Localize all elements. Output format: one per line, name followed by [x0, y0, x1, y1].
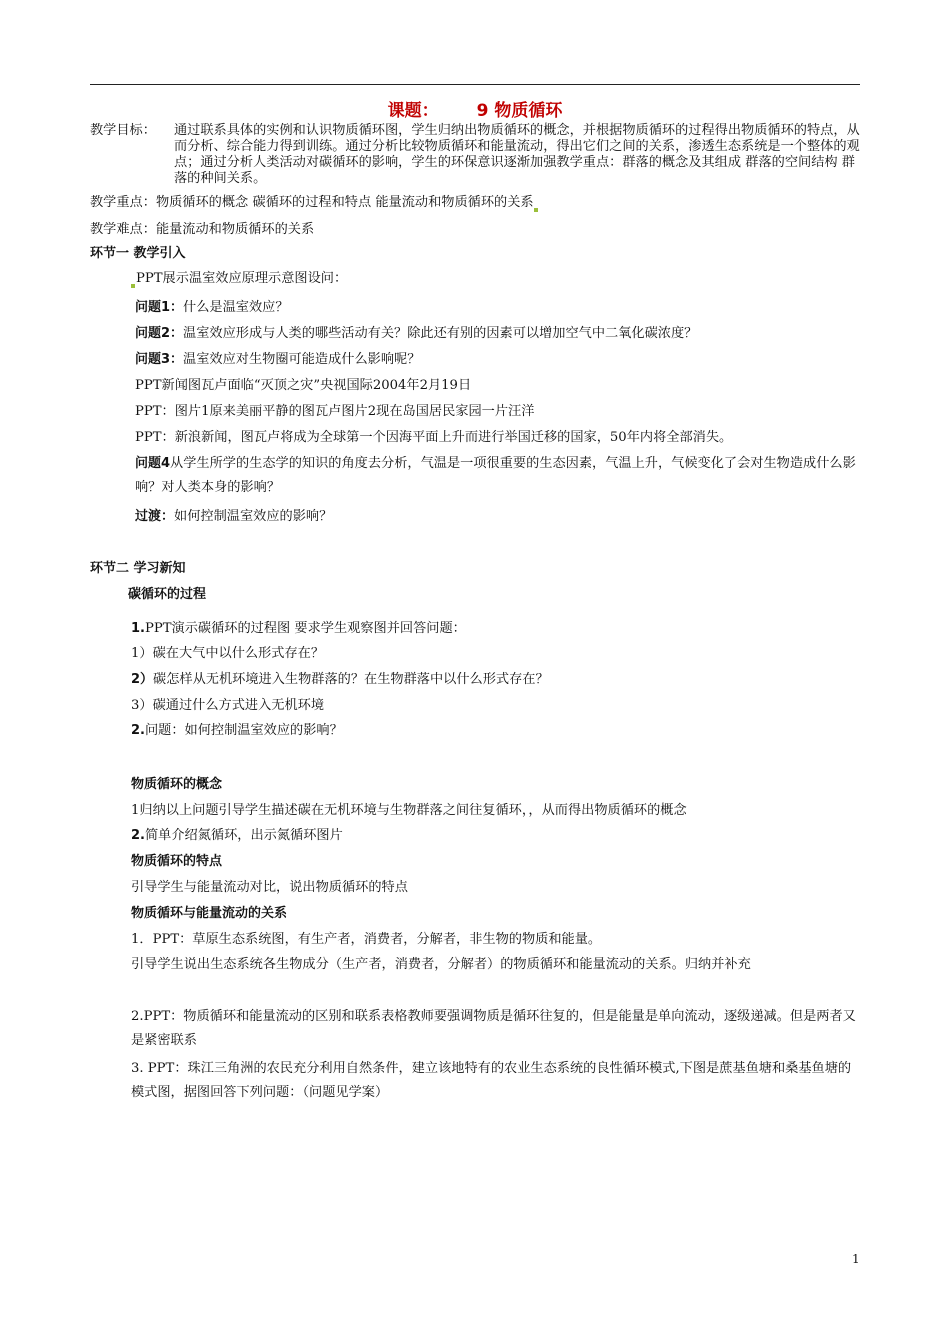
section2-heading: 环节二 学习新知: [90, 561, 186, 576]
feature-heading: 物质循环的特点: [131, 854, 223, 869]
news-1: PPT新闻图瓦卢面临“灭顶之灾”央视国际2004年2月19日: [135, 378, 472, 393]
question-3: 问题3：温室效应对生物圈可能造成什么影响呢？: [135, 352, 421, 367]
news-3: PPT：新浪新闻，图瓦卢将成为全球第一个因海平面上升而进行举国迁移的国家，50年内将全部消失。: [135, 430, 733, 445]
transition: 过渡：如何控制温室效应的影响？: [135, 509, 333, 524]
carbon-item-1b: 2）碳怎样从无机环境进入生物群落的？在生物群落中以什么形式存在？: [131, 672, 549, 687]
question-2: 问题2：温室效应形成与人类的哪些活动有关？除此还有别的因素可以增加空气中二氧化碳浓度？: [135, 326, 698, 341]
difficulty: 教学难点：能量流动和物质循环的关系: [90, 222, 315, 237]
relation-item-2: 2.PPT：物质循环和能量流动的区别和联系表格教师要强调物质是循环往复的，但是能量是单向流动，逐级递减。但是两者又是紧密联系: [131, 1009, 856, 1048]
carbon-cycle-heading: 碳循环的过程: [128, 587, 207, 602]
concept-item-2: 2.简单介绍氮循环，出示氮循环图片: [131, 828, 343, 843]
news-2: PPT：图片1原来美丽平静的图瓦卢图片2现在岛国居民家园一片汪洋: [135, 404, 535, 419]
header-rule: [90, 84, 860, 85]
concept-item-1: 1归纳以上问题引导学生描述碳在无机环境与生物群落之间往复循环，，从而得出物质循环的概念: [131, 803, 687, 818]
carbon-item-1a: 1）碳在大气中以什么形式存在？: [131, 646, 325, 661]
feature-text: 引导学生与能量流动对比，说出物质循环的特点: [131, 880, 408, 895]
page-number: 1: [852, 1252, 860, 1266]
carbon-item-1: 1.PPT演示碳循环的过程图 要求学生观察图并回答问题：: [131, 621, 466, 636]
edit-mark-icon: [131, 284, 135, 288]
relation-item-3: 3. PPT：珠江三角洲的农民充分利用自然条件，建立该地特有的农业生态系统的良性循环模式,下图是蔗基鱼塘和桑基鱼塘的模式图，据图回答下列问题：（问题见学案）: [131, 1061, 852, 1100]
question-4: 问题4从学生所学的生态学的知识的角度去分析，气温是一项很重要的生态因素，气温上升，气候变化了会对生物造成什么影响？对人类本身的影响？: [135, 456, 856, 495]
edit-mark-icon: [534, 208, 538, 212]
section1-heading: 环节一 教学引入: [90, 246, 186, 261]
relation-heading: 物质循环与能量流动的关系: [131, 906, 288, 921]
relation-item-1: 1．PPT：草原生态系统图，有生产者，消费者，分解者，非生物的物质和能量。: [131, 932, 602, 947]
section1-intro: PPT展示温室效应原理示意图设问：: [131, 270, 347, 288]
objectives-label: 教学目标：: [90, 123, 156, 138]
key-points: 教学重点：物质循环的概念 碳循环的过程和特点 能量流动和物质循环的关系: [90, 194, 539, 212]
page-title: 课题： 9 物质循环: [387, 101, 563, 121]
concept-heading: 物质循环的概念: [131, 777, 223, 792]
relation-item-1b: 引导学生说出生态系统各生物成分（生产者，消费者，分解者）的物质循环和能量流动的关系。归纳并补充: [131, 957, 751, 972]
carbon-item-2: 2.问题：如何控制温室效应的影响？: [131, 723, 343, 738]
objectives-text: 通过联系具体的实例和认识物质循环图，学生归纳出物质循环的概念，并根据物质循环的过程得出物质循环的特点，从而分析、综合能力得到训练。通过分析比较物质循环和能量流动，得出它们之间的关系，渗透生态系统是一个整体的观点；通过分析人类活动对碳循环的影响，学生的环保意识逐渐加强教学重点：群落的概念及其组成 群落的空间结构 群落的种间关系。: [174, 123, 860, 186]
carbon-item-1c: 3）碳通过什么方式进入无机环境: [131, 698, 325, 713]
question-1: 问题1：什么是温室效应？: [135, 300, 289, 315]
